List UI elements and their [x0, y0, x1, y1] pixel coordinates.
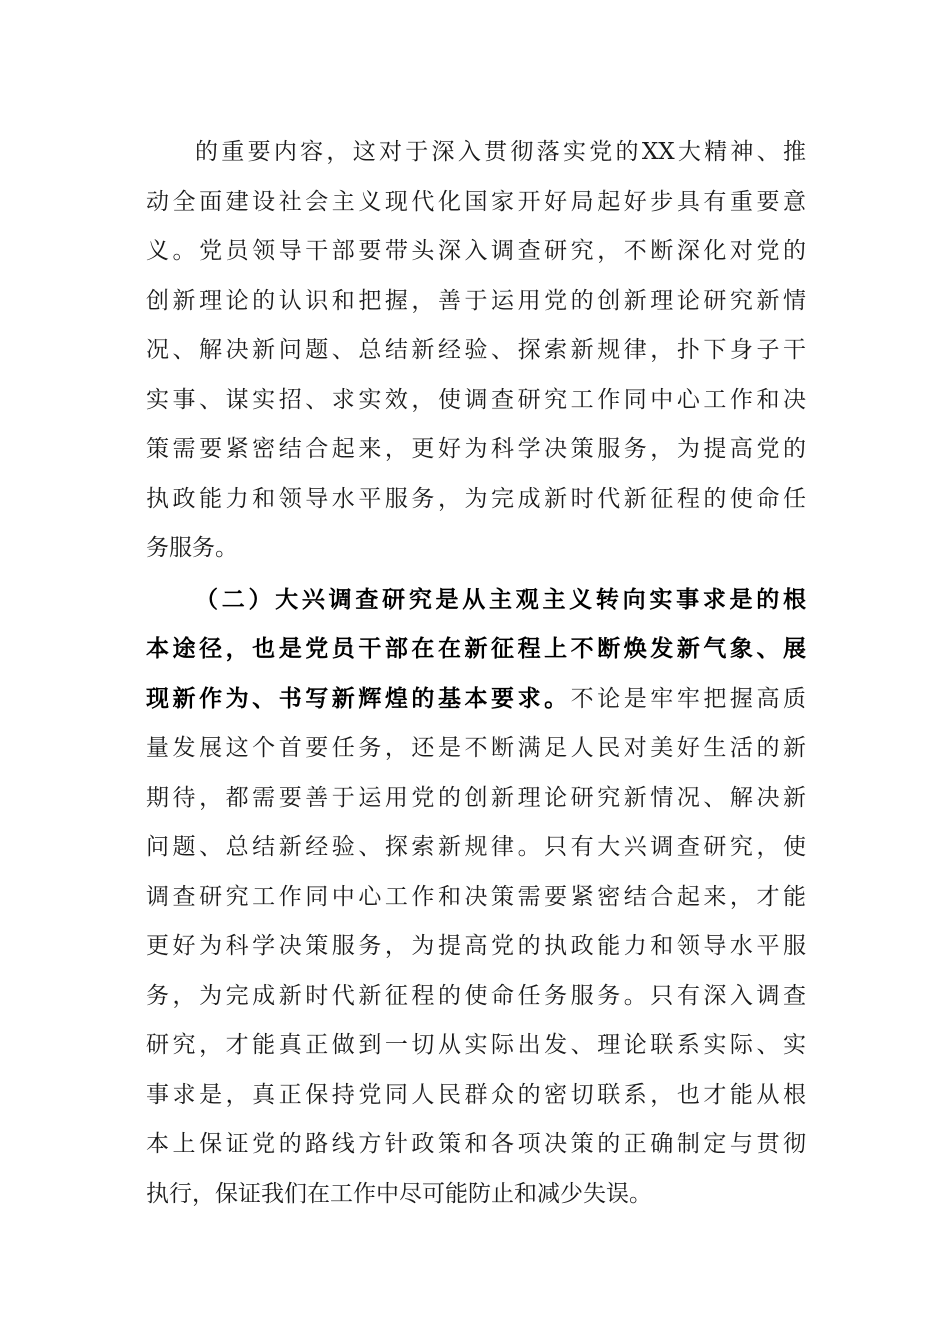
- paragraph-1-line-6: 实事、谋实招、求实效，使调查研究工作同中心工作和决: [146, 387, 806, 413]
- paragraph-2-line-7: 调查研究工作同中心工作和决策需要紧密结合起来，才能: [146, 884, 806, 910]
- paragraph-1-line-8: 执政能力和领导水平服务，为完成新时代新征程的使命任: [146, 486, 806, 512]
- paragraph-1-line-1: 的重要内容，这对于深入贯彻落实党的XX大精神、推: [195, 139, 806, 165]
- paragraph-2-line-4: 量发展这个首要任务，还是不断满足人民对美好生活的新: [146, 735, 806, 761]
- paragraph-2-heading-line-1: （二）大兴调查研究是从主观主义转向实事求是的根: [195, 586, 806, 613]
- paragraph-2-line-9: 务，为完成新时代新征程的使命任务服务。只有深入调查: [146, 983, 806, 1009]
- paragraph-2-line-12: 本上保证党的路线方针政策和各项决策的正确制定与贯彻: [146, 1131, 806, 1157]
- paragraph-2-line-5: 期待，都需要善于运用党的创新理论研究新情况、解决新: [146, 785, 806, 811]
- paragraph-2-line-6: 问题、总结新经验、探索新规律。只有大兴调查研究，使: [146, 834, 806, 860]
- paragraph-2-line-10: 研究，才能真正做到一切从实际出发、理论联系实际、实: [146, 1032, 806, 1058]
- paragraph-1-line-9: 务服务。: [146, 535, 238, 561]
- paragraph-2-heading-line-2: 本途径，也是党员干部在在新征程上不断焕发新气象、展: [146, 635, 806, 662]
- paragraph-2-heading-end: 现新作为、书写新辉煌的基本要求。: [146, 685, 571, 712]
- paragraph-2-line-8: 更好为科学决策服务，为提高党的执政能力和领导水平服: [146, 933, 806, 959]
- paragraph-1-line-3: 义。党员领导干部要带头深入调查研究，不断深化对党的: [146, 238, 806, 264]
- paragraph-1-line-2: 动全面建设社会主义现代化国家开好局起好步具有重要意: [146, 189, 806, 215]
- paragraph-2-body-start: 不论是牢牢把握高质: [570, 686, 806, 712]
- paragraph-2-mixed-line: [146, 679, 806, 719]
- paragraph-1-line-7: 策需要紧密结合起来，更好为科学决策服务，为提高党的: [146, 436, 806, 462]
- paragraph-2-line-13: 执行，保证我们在工作中尽可能防止和减少失误。: [146, 1181, 652, 1207]
- paragraph-2-line-11: 事求是，真正保持党同人民群众的密切联系，也才能从根: [146, 1082, 806, 1108]
- paragraph-1-line-4: 创新理论的认识和把握，善于运用党的创新理论研究新情: [146, 288, 806, 314]
- paragraph-1-line-5: 况、解决新问题、总结新经验、探索新规律，扑下身子干: [146, 337, 806, 363]
